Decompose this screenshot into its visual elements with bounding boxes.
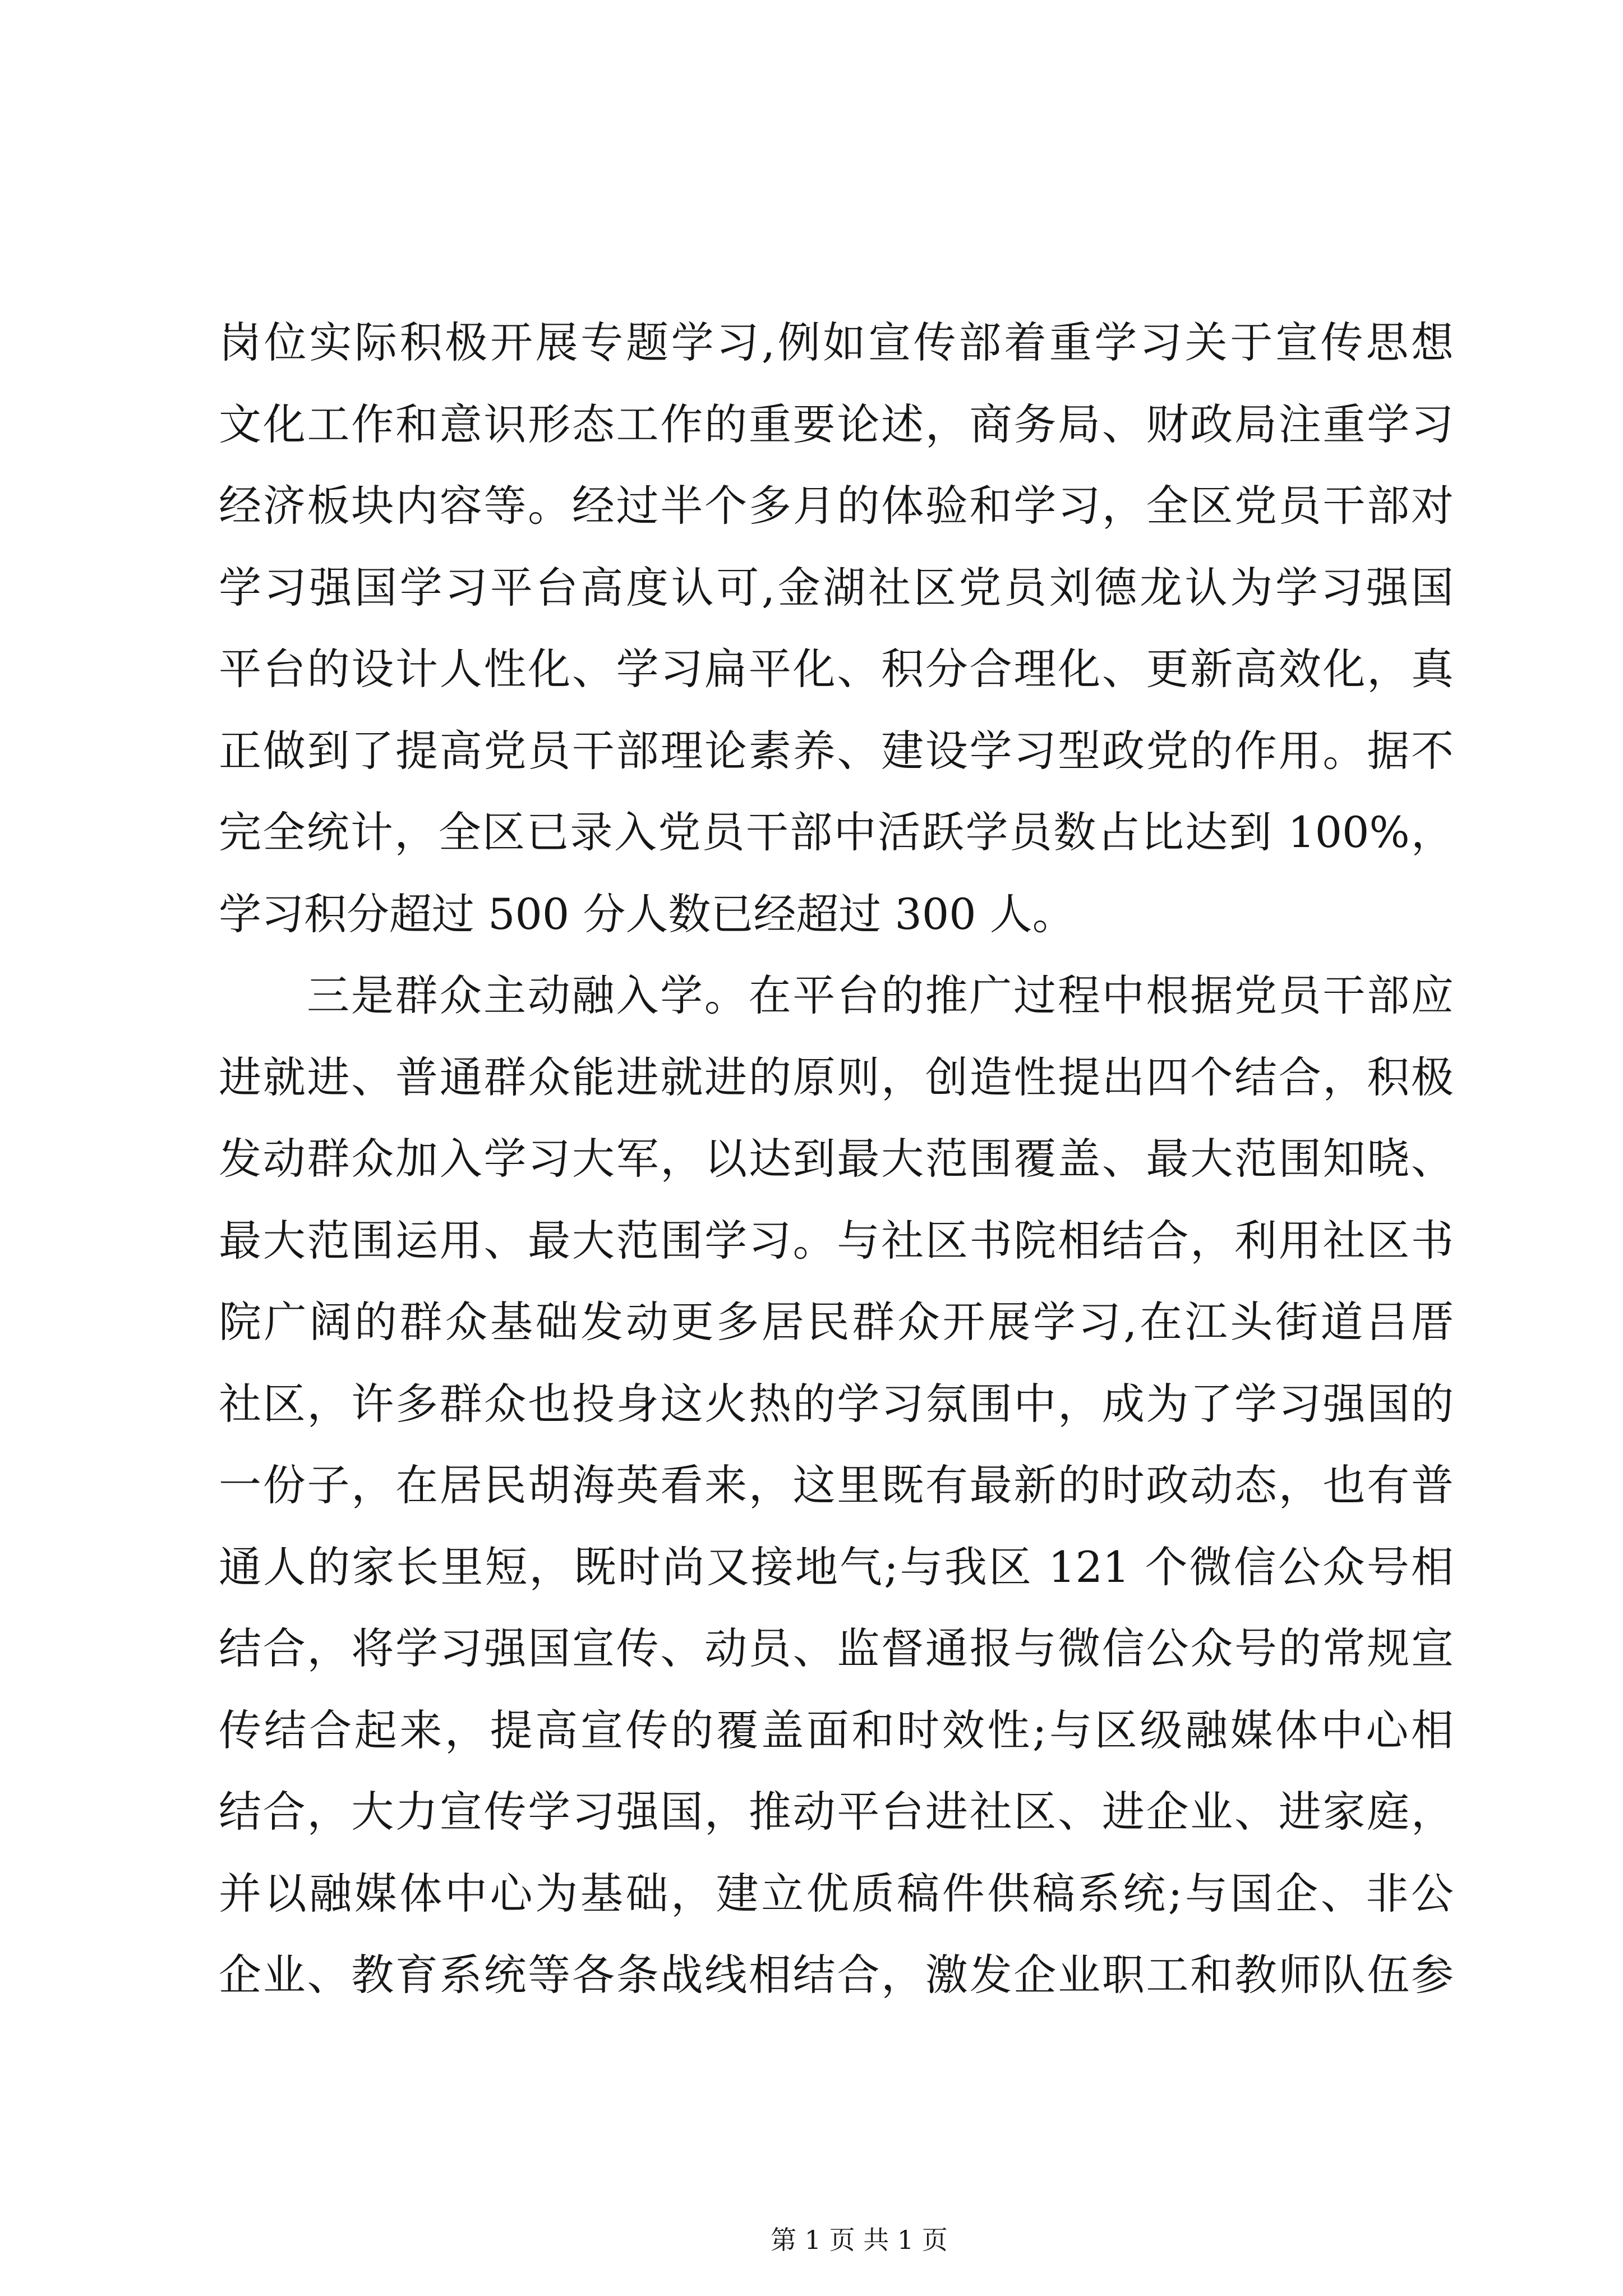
document-body bbox=[219, 302, 1454, 2016]
text-line: 社区，许多群众也投身这火热的学习氛围中，成为了学习强国的 bbox=[219, 1378, 1454, 1429]
text-line: 企业、教育系统等各条战线相结合，激发企业职工和教师队伍参 bbox=[219, 1950, 1454, 2000]
text-line: 正做到了提高党员干部理论素养、建设学习型政党的作用。据不 bbox=[219, 725, 1454, 776]
text-line: 进就进、普通群众能进就进的原则，创造性提出四个结合，积极 bbox=[219, 1052, 1454, 1102]
text-line: 发动群众加入学习大军，以达到最大范围覆盖、最大范围知晓、 bbox=[219, 1134, 1454, 1184]
text-line: 传结合起来，提高宣传的覆盖面和时效性;与区级融媒体中心相 bbox=[219, 1705, 1454, 1755]
text-line: 经济板块内容等。经过半个多月的体验和学习，全区党员干部对 bbox=[219, 481, 1454, 531]
text-line: 三是群众主动融入学。在平台的推广过程中根据党员干部应 bbox=[307, 970, 1454, 1020]
text-line: 并以融媒体中心为基础，建立优质稿件供稿系统;与国企、非公 bbox=[219, 1868, 1454, 1918]
page-footer: 第 1 页 共 1 页 bbox=[771, 2225, 948, 2255]
text-line: 平台的设计人性化、学习扁平化、积分合理化、更新高效化，真 bbox=[219, 644, 1454, 694]
text-line: 通人的家长里短，既时尚又接地气;与我区 121 个微信公众号相 bbox=[219, 1542, 1454, 1592]
text-line: 文化工作和意识形态工作的重要论述，商务局、财政局注重学习 bbox=[219, 399, 1454, 449]
paragraph-1 bbox=[219, 302, 1454, 955]
text-line: 结合，将学习强国宣传、动员、监督通报与微信公众号的常规宣 bbox=[219, 1623, 1454, 1673]
text-line: 完全统计，全区已录入党员干部中活跃学员数占比达到 100%， bbox=[219, 807, 1454, 857]
text-line: 学习强国学习平台高度认可,金湖社区党员刘德龙认为学习强国 bbox=[219, 562, 1454, 613]
text-line: 学习积分超过 500 分人数已经超过 300 人。 bbox=[219, 889, 1075, 939]
text-line: 最大范围运用、最大范围学习。与社区书院相结合，利用社区书 bbox=[219, 1215, 1454, 1266]
text-line: 结合，大力宣传学习强国，推动平台进社区、进企业、进家庭， bbox=[219, 1787, 1454, 1837]
text-line: 一份子，在居民胡海英看来，这里既有最新的时政动态，也有普 bbox=[219, 1460, 1454, 1510]
text-line: 院广阔的群众基础发动更多居民群众开展学习,在江头街道吕厝 bbox=[219, 1297, 1454, 1347]
text-line: 岗位实际积极开展专题学习,例如宣传部着重学习关于宣传思想 bbox=[219, 318, 1454, 367]
paragraph-2 bbox=[219, 955, 1454, 2016]
